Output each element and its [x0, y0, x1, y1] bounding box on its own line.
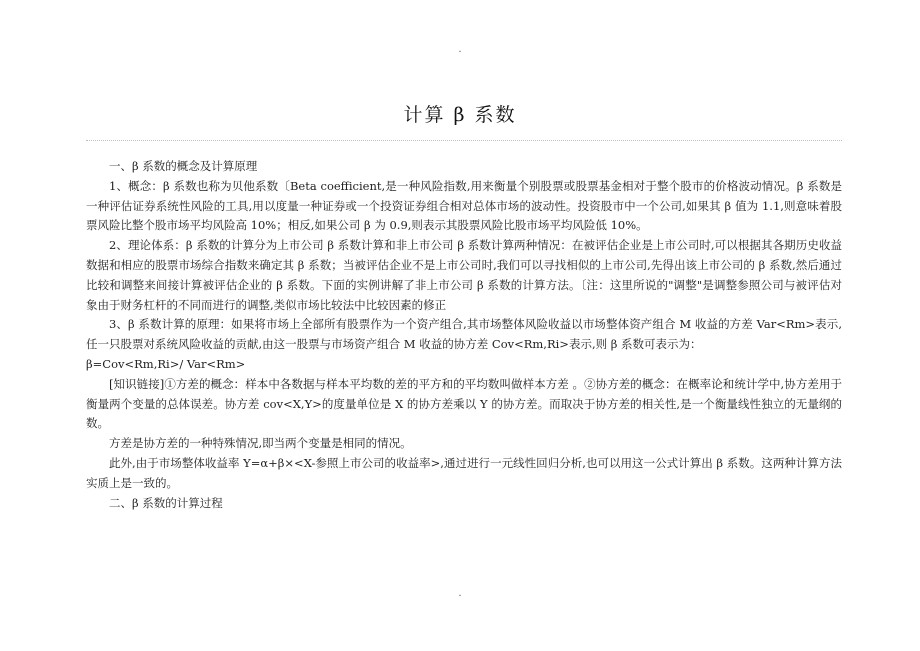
title-divider: [86, 140, 842, 141]
paragraph-regression: 此外,由于市场整体收益率 Y=α+β×<X-参照上市公司的收益率>,通过进行一元线性回归分析,也可以用这一公式计算出 β 系数。这两种计算方法实质上是一致的。: [86, 455, 842, 490]
section-heading-2: 二、β 系数的计算过程: [109, 495, 223, 510]
document-body: [86, 157, 842, 513]
paragraph-knowledge-link: [知识链接]①方差的概念：样本中各数据与样本平均数的差的平方和的平均数叫做样本方差 。②协方差的概念：在概率论和统计学中,协方差用于衡量两个变量的总体误差。协方差 cov<X,Y>的度量单位是 X 的协方差乘以 Y 的协方差。而取决于协方差的相关性,是一个衡量线性独立的无量纲的数。: [86, 376, 842, 431]
paragraph-concept: 1、概念：β 系数也称为贝他系数〔Beta coefficient,是一种风险指数,用来衡量个别股票或股票基金相对于整个股市的价格波动情况。β 系数是一种评估证券系统性风险的工具,用以度量一种证券或一个投资证券组合相对总体市场的波动性。投资股市中一个公司,如果其 β 值为 1.1,则意味着股票风险比整个股市场平均风险高 10%；相反,如果公司 β 为 0.9,则表示其股票风险比股市场平均风险低 10%。: [86, 178, 842, 233]
paragraph-variance-note: 方差是协方差的一种特殊情况,即当两个变量是相同的情况。: [109, 436, 412, 451]
footer-mark: .: [458, 588, 462, 599]
paragraph-theory: 2、理论体系：β 系数的计算分为上市公司 β 系数计算和非上市公司 β 系数计算两种情况：在被评估企业是上市公司时,可以根据其各期历史收益数据和相应的股票市场综合指数来确定其 β 系数；当被评估企业不是上市公司时,我们可以寻找相似的上市公司,先得出该上市公司的 β 系数,然后通过比较和调整来间接计算被评估企业的 β 系数。下面的实例讲解了非上市公司 β 系数的计算方法。〔注：这里所说的"调整"是调整参照公司与被评估对象由于财务杠杆的不同而进行的调整,类似市场比较法中比较因素的修正: [86, 238, 842, 312]
header-mark: .: [458, 44, 462, 55]
formula-beta: β=Cov<Rm,Ri>/ Var<Rm>: [86, 356, 246, 371]
section-heading-1: 一、β 系数的概念及计算原理: [109, 159, 258, 173]
paragraph-principle: 3、β 系数计算的原理：如果将市场上全部所有股票作为一个资产组合,其市场整体风险收益以市场整体资产组合 M 收益的方差 Var<Rm>表示,任一只股票对系统风险收益的贡献,由这一股票与市场资产组合 M 收益的协方差 Cov<Rm,Ri>表示,则 β 系数可表示为：: [86, 317, 842, 352]
document-title: 计算 β 系数: [403, 104, 517, 126]
